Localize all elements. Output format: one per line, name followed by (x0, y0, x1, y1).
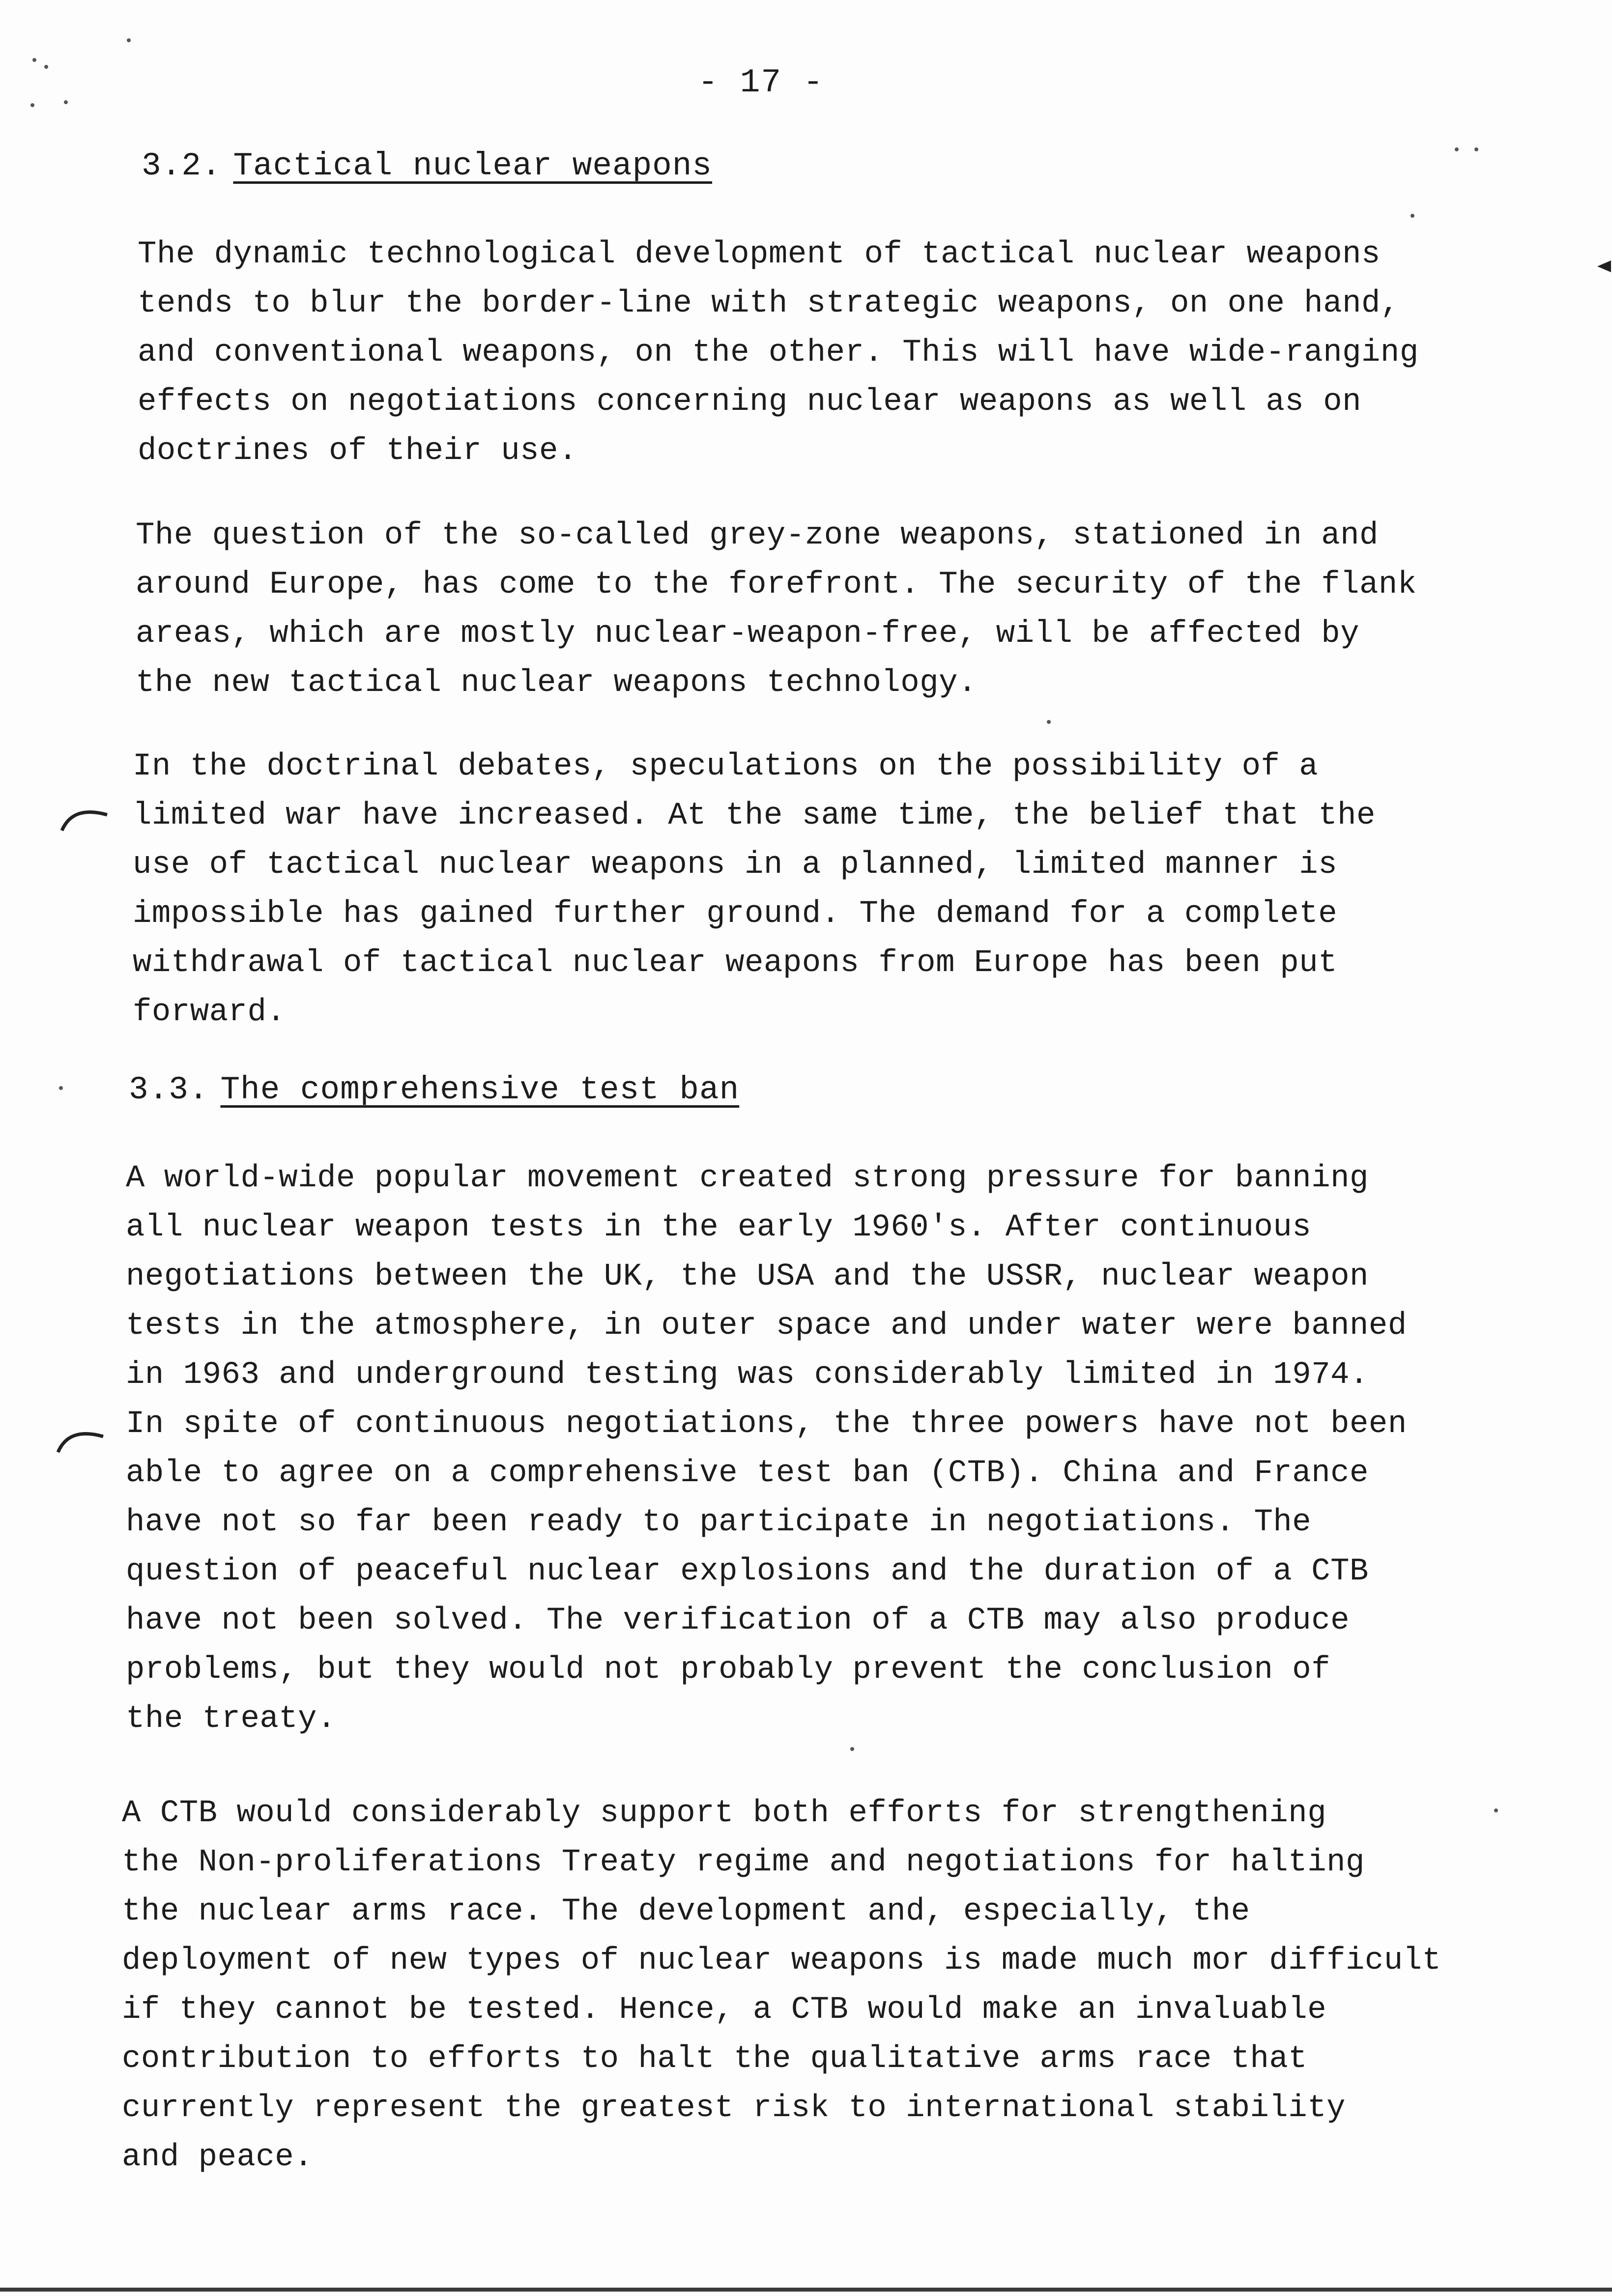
scan-speck (30, 103, 34, 107)
paragraph (126, 1154, 1512, 1744)
scan-speck (59, 1086, 63, 1090)
scan-speck (32, 58, 36, 62)
section-heading (142, 147, 712, 184)
text-line: have not been solved. The verification of a CTB may also produce (126, 1603, 1350, 1638)
section-number: 3.2. (142, 147, 222, 184)
text-line: areas, which are mostly nuclear-weapon-free, will be affected by (136, 616, 1359, 652)
scan-speck (127, 38, 131, 42)
margin-mark-icon (54, 1423, 108, 1457)
scan-speck (850, 1747, 854, 1751)
text-line: forward. (133, 995, 286, 1030)
text-line: the Non-proliferations Treaty regime and negotiations for halting (122, 1845, 1365, 1880)
text-line: negotiations between the UK, the USA and the USSR, nuclear weapon (126, 1259, 1369, 1294)
text-line: The question of the so-called grey-zone weapons, stationed in and (136, 518, 1379, 553)
text-line: the new tactical nuclear weapons technology. (136, 665, 977, 701)
page-number: - 17 - (698, 64, 824, 102)
text-line: deployment of new types of nuclear weapons is made much mor difficult (122, 1943, 1441, 1979)
text-line: problems, but they would not probably prevent the conclusion of (126, 1652, 1331, 1688)
paragraph (133, 742, 1519, 1037)
scan-speck (1455, 147, 1459, 151)
text-line: impossible has gained further ground. The demand for a complete (133, 896, 1338, 932)
text-line: effects on negotiations concerning nuclear weapons as well as on (138, 384, 1361, 420)
text-line: In the doctrinal debates, speculations on the possibility of a (133, 749, 1319, 784)
section-heading (129, 1071, 739, 1108)
paragraph (136, 511, 1522, 708)
text-line: limited war have increased. At the same time, the belief that the (133, 798, 1376, 833)
text-line: the treaty. (126, 1701, 336, 1737)
margin-mark-icon (58, 801, 112, 835)
text-line: around Europe, has come to the forefront. The security of the flank (136, 567, 1417, 603)
section-number: 3.3. (129, 1071, 209, 1108)
text-line: A CTB would considerably support both efforts for strengthening (122, 1796, 1327, 1831)
text-line: the nuclear arms race. The development and, especially, the (122, 1894, 1250, 1929)
scan-speck (1410, 214, 1414, 218)
text-line: have not so far been ready to participate in negotiations. The (126, 1505, 1312, 1540)
scan-speck (1047, 720, 1051, 724)
paragraph (122, 1789, 1508, 2182)
section-title: The comprehensive test ban (220, 1071, 740, 1108)
text-line: doctrines of their use. (138, 433, 577, 469)
bottom-rule (0, 2288, 1612, 2292)
text-line: and conventional weapons, on the other. This will have wide-ranging (138, 335, 1419, 371)
text-line: withdrawal of tactical nuclear weapons from Europe has been put (133, 946, 1338, 981)
text-line: currently represent the greatest risk to international stability (122, 2091, 1346, 2126)
text-line: In spite of continuous negotiations, the three powers have not been (126, 1406, 1407, 1442)
text-line: tests in the atmosphere, in outer space and under water were banned (126, 1308, 1407, 1344)
scan-speck (64, 100, 68, 104)
text-line: contribution to efforts to halt the qualitative arms race that (122, 2041, 1308, 2077)
text-line: tends to blur the border-line with strategic weapons, on one hand, (138, 286, 1400, 321)
text-line: in 1963 and underground testing was considerably limited in 1974. (126, 1357, 1369, 1393)
paragraph (138, 230, 1524, 476)
text-line: able to agree on a comprehensive test ban (CTB). China and France (126, 1456, 1369, 1491)
text-line: and peace. (122, 2140, 314, 2175)
text-line: use of tactical nuclear weapons in a planned, limited manner is (133, 847, 1338, 883)
text-line: A world-wide popular movement created strong pressure for banning (126, 1161, 1369, 1196)
text-line: all nuclear weapon tests in the early 1960's. After continuous (126, 1210, 1312, 1245)
scan-speck (44, 65, 48, 69)
margin-arrow-icon (1597, 260, 1611, 272)
scan-speck (1474, 147, 1478, 151)
text-line: question of peaceful nuclear explosions and the duration of a CTB (126, 1554, 1369, 1589)
section-title: Tactical nuclear weapons (233, 147, 712, 184)
scan-speck (1494, 1808, 1498, 1812)
text-line: if they cannot be tested. Hence, a CTB would make an invaluable (122, 1992, 1327, 2028)
text-line: The dynamic technological development of tactical nuclear weapons (138, 237, 1381, 272)
